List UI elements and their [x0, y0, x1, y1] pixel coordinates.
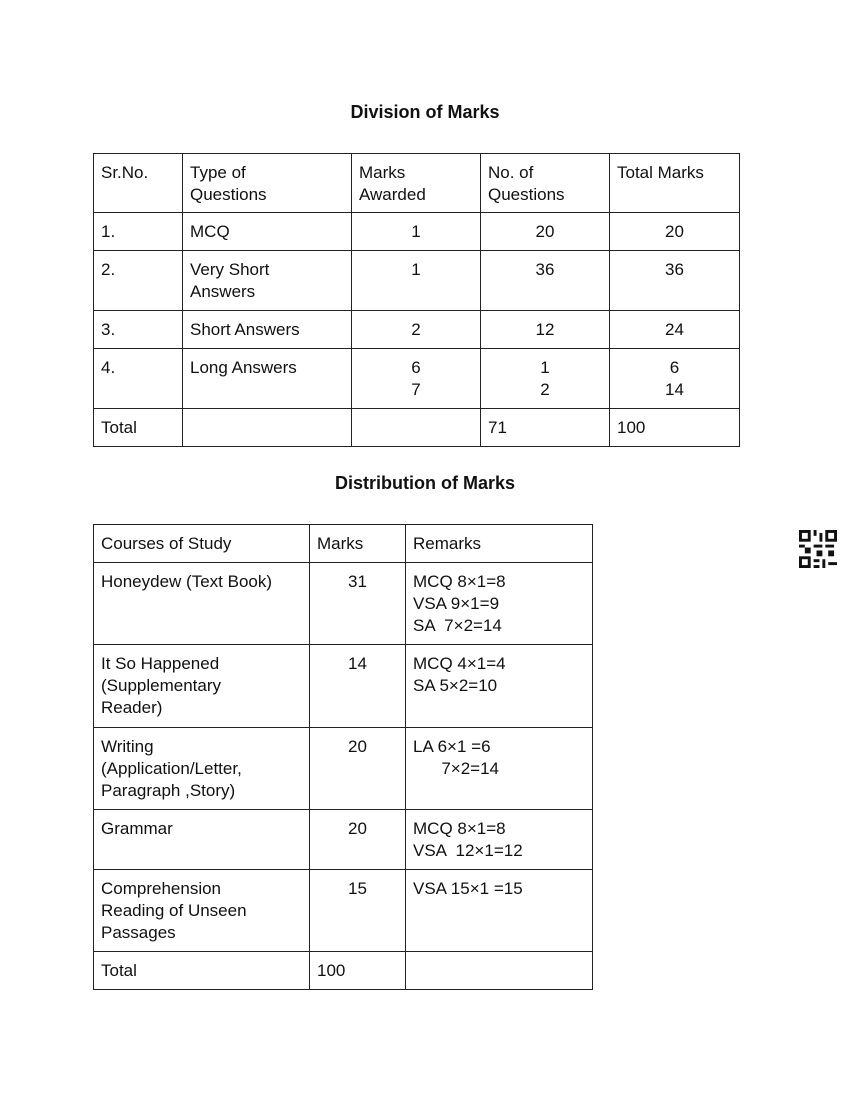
table-row	[94, 728, 593, 810]
table-cell: MCQ 8×1=8 VSA 12×1=12	[406, 810, 593, 870]
division-of-marks-table	[93, 153, 740, 447]
qr-code-icon	[799, 530, 837, 568]
division-title: Division of Marks	[350, 102, 500, 122]
table-cell: 1 2	[481, 349, 610, 409]
table-cell: Total	[94, 952, 310, 990]
table-cell: 100	[610, 409, 740, 447]
total-row	[94, 952, 593, 990]
table-cell: 1	[352, 251, 481, 311]
table-row	[94, 645, 593, 728]
table-row	[94, 311, 740, 349]
table-cell: MCQ 8×1=8 VSA 9×1=9 SA 7×2=14	[406, 563, 593, 645]
table-cell: 6 14	[610, 349, 740, 409]
table-row	[94, 870, 593, 952]
table-cell: Sr.No.	[94, 154, 183, 213]
table-cell: No. of Questions	[481, 154, 610, 213]
table-cell: 1	[352, 213, 481, 251]
table-cell: 14	[310, 645, 406, 728]
table-cell: 2	[352, 311, 481, 349]
table-cell: VSA 15×1 =15	[406, 870, 593, 952]
table-cell: Honeydew (Text Book)	[94, 563, 310, 645]
table-cell: 2.	[94, 251, 183, 311]
table-cell: 3.	[94, 311, 183, 349]
table-cell: Marks Awarded	[352, 154, 481, 213]
table-cell: 20	[610, 213, 740, 251]
table-cell: 4.	[94, 349, 183, 409]
table-cell: Marks	[310, 525, 406, 563]
table-cell: 6 7	[352, 349, 481, 409]
table-cell: Remarks	[406, 525, 593, 563]
total-row	[94, 409, 740, 447]
distribution-title: Distribution of Marks	[334, 473, 515, 493]
table-cell: 24	[610, 311, 740, 349]
table-cell: MCQ 4×1=4 SA 5×2=10	[406, 645, 593, 728]
table-cell: Total	[94, 409, 183, 447]
table-cell: Very Short Answers	[183, 251, 352, 311]
table-cell: It So Happened (Supplementary Reader)	[94, 645, 310, 728]
table-cell: Comprehension Reading of Unseen Passages	[94, 870, 310, 952]
table-row	[94, 349, 740, 409]
table-cell: Writing (Application/Letter, Paragraph ,Story)	[94, 728, 310, 810]
table-cell: LA 6×1 =6 7×2=14	[406, 728, 593, 810]
table-cell: 1.	[94, 213, 183, 251]
table-cell: Courses of Study	[94, 525, 310, 563]
header-row	[94, 525, 593, 563]
table-row	[94, 213, 740, 251]
table-cell: 20	[310, 810, 406, 870]
table-cell: 36	[481, 251, 610, 311]
table-row	[94, 251, 740, 311]
table-cell: Long Answers	[183, 349, 352, 409]
table-cell: 12	[481, 311, 610, 349]
table-cell: 71	[481, 409, 610, 447]
table-cell: Total Marks	[610, 154, 740, 213]
table-cell	[183, 409, 352, 447]
table-cell: 20	[310, 728, 406, 810]
distribution-of-marks-table	[93, 524, 593, 990]
table-cell: Short Answers	[183, 311, 352, 349]
table-cell: 20	[481, 213, 610, 251]
table-cell: 15	[310, 870, 406, 952]
table-cell: 100	[310, 952, 406, 990]
table-cell: MCQ	[183, 213, 352, 251]
table-cell	[352, 409, 481, 447]
table-cell	[406, 952, 593, 990]
table-cell: Grammar	[94, 810, 310, 870]
header-row	[94, 154, 740, 213]
table-cell: 31	[310, 563, 406, 645]
table-cell: Type of Questions	[183, 154, 352, 213]
table-cell: 36	[610, 251, 740, 311]
table-row	[94, 810, 593, 870]
table-row	[94, 563, 593, 645]
